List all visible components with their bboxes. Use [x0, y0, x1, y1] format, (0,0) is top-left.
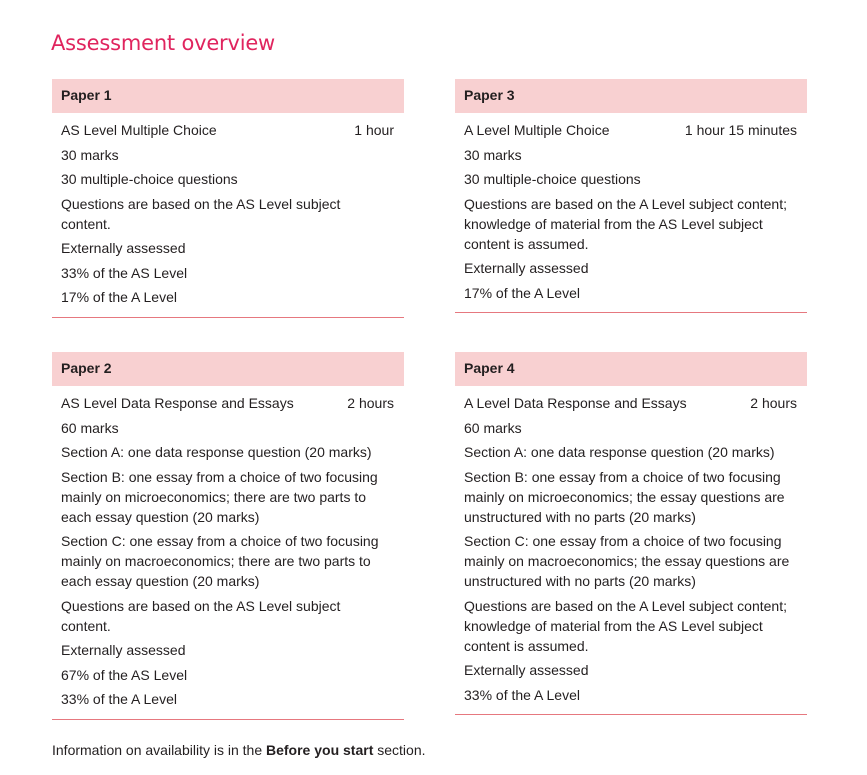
paper-detail: Questions are based on the AS Level subject content. — [61, 195, 341, 232]
paper-header: Paper 4 — [455, 352, 807, 386]
paper-duration: 1 hour — [354, 122, 394, 138]
paper-detail: Section B: one essay from a choice of two focusing mainly on microeconomics; the essay questions are unstructured with no parts (20 marks) — [464, 468, 785, 525]
paper-detail: Externally assessed — [464, 260, 589, 276]
paper-detail: 60 marks — [61, 419, 119, 436]
paper-detail: Externally assessed — [61, 240, 186, 256]
paper-detail: 17% of the A Level — [61, 289, 177, 305]
paper-title: A Level Multiple Choice — [464, 122, 610, 138]
paper-detail: 33% of the AS Level — [61, 264, 188, 281]
paper-duration: 1 hour 15 minutes — [684, 122, 797, 138]
paper-3-box — [455, 79, 807, 313]
paper-detail: Questions are based on the A Level subject content; knowledge of material from the AS Level subject content is assumed. — [464, 195, 787, 252]
paper-title: A Level Data Response and Essays — [464, 395, 687, 411]
page-title: Assessment overview — [51, 31, 276, 55]
paper-detail: 30 multiple-choice questions — [464, 171, 641, 187]
paper-body — [455, 113, 807, 313]
availability-note-suffix: section. — [373, 742, 426, 758]
paper-body — [455, 386, 807, 715]
paper-detail: 30 multiple-choice questions — [61, 171, 238, 187]
paper-title-row — [464, 120, 797, 140]
paper-detail: 30 marks — [61, 146, 119, 163]
availability-note — [52, 740, 426, 760]
paper-title: AS Level Data Response and Essays — [61, 395, 294, 411]
paper-detail: Externally assessed — [61, 642, 186, 658]
paper-detail: Section C: one essay from a choice of two focusing mainly on macroeconomics; there are two parts to each essay question (20 marks) — [61, 533, 379, 589]
paper-detail: Questions are based on the A Level subject content; knowledge of material from the AS Level subject content is assumed. — [464, 597, 787, 654]
paper-4-box — [455, 352, 807, 715]
paper-1-box — [52, 79, 404, 318]
paper-body — [52, 113, 404, 318]
paper-detail: 67% of the AS Level — [61, 666, 188, 683]
paper-title-row — [61, 120, 394, 140]
paper-2-box — [52, 352, 404, 720]
paper-title: AS Level Multiple Choice — [61, 122, 217, 138]
paper-detail: 17% of the A Level — [464, 284, 580, 301]
paper-detail: 60 marks — [464, 419, 522, 436]
before-you-start-reference: Before you start — [266, 742, 374, 758]
paper-detail: Questions are based on the AS Level subject content. — [61, 597, 341, 634]
paper-detail: 33% of the A Level — [61, 691, 177, 707]
paper-detail: Section C: one essay from a choice of two focusing mainly on macroeconomics; the essay questions are unstructured with no parts (20 marks) — [464, 533, 790, 589]
paper-detail: Section A: one data response question (20 marks) — [464, 444, 775, 460]
paper-body — [52, 386, 404, 720]
paper-detail: Externally assessed — [464, 662, 589, 678]
paper-detail: Section B: one essay from a choice of two focusing mainly on microeconomics; there are two parts to each essay question (20 marks) — [61, 468, 378, 525]
paper-detail: 30 marks — [464, 146, 522, 163]
availability-note-prefix: Information on availability is in the — [52, 742, 266, 758]
paper-duration: 2 hours — [750, 395, 797, 411]
paper-detail: 33% of the A Level — [464, 686, 580, 703]
paper-header: Paper 2 — [52, 352, 404, 386]
paper-header: Paper 1 — [52, 79, 404, 113]
paper-detail: Section A: one data response question (20 marks) — [61, 444, 372, 460]
paper-title-row — [61, 393, 394, 413]
paper-title-row — [464, 393, 797, 413]
paper-header: Paper 3 — [455, 79, 807, 113]
paper-duration: 2 hours — [347, 395, 394, 411]
